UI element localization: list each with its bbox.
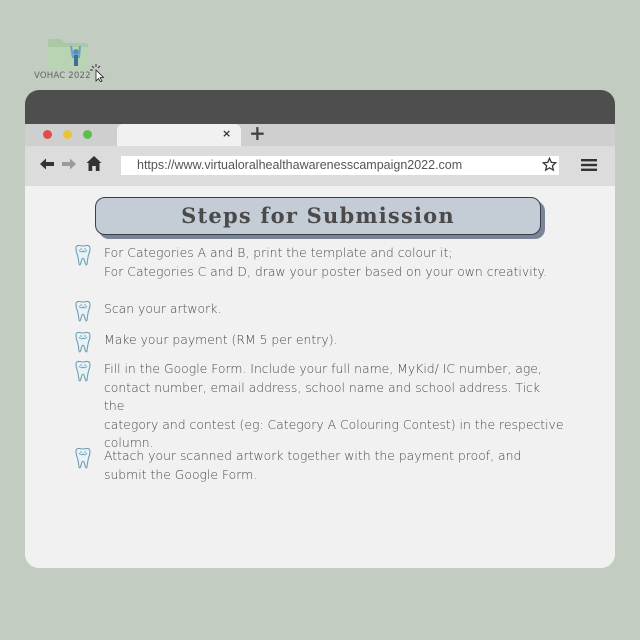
browser-toolbar bbox=[25, 146, 615, 186]
tooth-icon bbox=[73, 447, 93, 471]
browser-title-bar bbox=[25, 90, 615, 124]
step-text: Make your payment (RM 5 per entry). bbox=[104, 332, 338, 347]
tooth-icon bbox=[73, 360, 93, 384]
bookmark-star-icon[interactable] bbox=[542, 157, 557, 172]
new-tab-button[interactable]: + bbox=[249, 121, 266, 145]
url-text: https://www.virtualoralhealthawarenesscampaign2022.com bbox=[137, 158, 463, 172]
mouse-cursor-icon bbox=[90, 64, 106, 82]
browser-window bbox=[25, 90, 615, 568]
page-title: Steps for Submission bbox=[181, 203, 455, 228]
forward-arrow-icon[interactable] bbox=[61, 156, 77, 172]
back-arrow-icon[interactable] bbox=[39, 156, 55, 172]
home-icon[interactable] bbox=[86, 155, 102, 172]
step-text: Scan your artwork. bbox=[104, 301, 222, 316]
title-banner bbox=[95, 197, 541, 235]
close-window-button[interactable] bbox=[43, 130, 52, 139]
step-text: For Categories A and B, print the template and colour it; For Categories C and D, draw your poster based on your own creativity. bbox=[104, 245, 547, 279]
minimize-window-button[interactable] bbox=[63, 130, 72, 139]
step-text: Fill in the Google Form. Include your full name, MyKid/ IC number, age, contact number, email address, school name and school address. Tick the category and contest (eg: Category A Colouring Contest) in the respective column. bbox=[104, 361, 564, 450]
page-content bbox=[25, 186, 615, 568]
address-bar[interactable] bbox=[121, 156, 559, 175]
desktop-icon-label: VOHAC 2022 bbox=[34, 71, 91, 81]
menu-icon[interactable] bbox=[581, 158, 597, 172]
step-text: Attach your scanned artwork together with the payment proof, and submit the Google Form. bbox=[104, 448, 522, 482]
tooth-icon bbox=[73, 244, 93, 268]
tooth-icon bbox=[73, 331, 93, 355]
folder-icon bbox=[46, 36, 90, 70]
tab-close-button[interactable]: × bbox=[222, 127, 232, 140]
tooth-icon bbox=[73, 300, 93, 324]
tab-strip bbox=[25, 121, 615, 146]
maximize-window-button[interactable] bbox=[83, 130, 92, 139]
